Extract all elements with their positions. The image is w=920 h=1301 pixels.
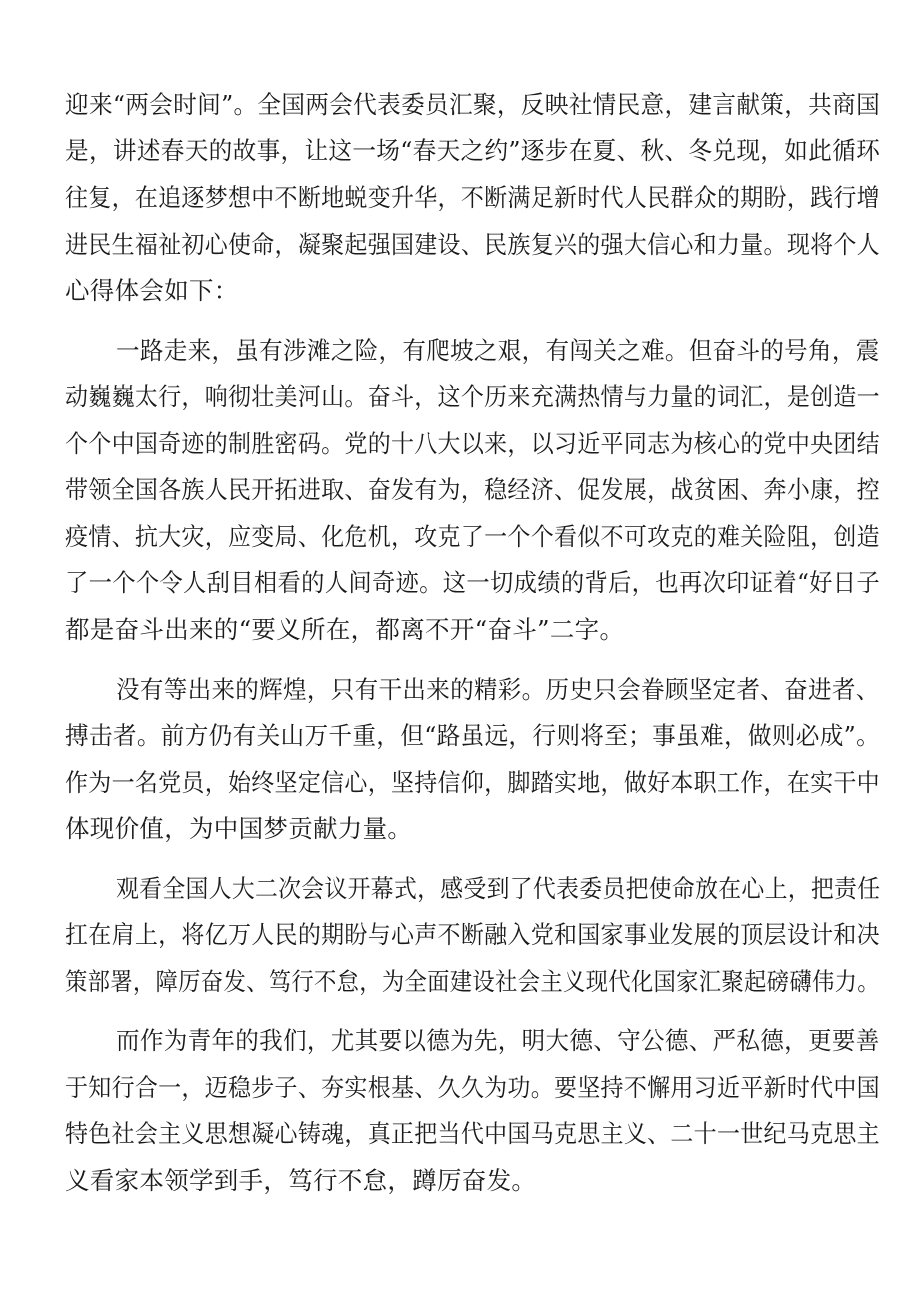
paragraph-3-line-1: 没有等出来的辉煌，只有干出来的精彩。历史只会眷顾坚定者、奋进者、 xyxy=(116,675,880,704)
paragraph-1-line-3: 往复，在追逐梦想中不断地蜕变升华，不断满足新时代人民群众的期盼，践行增 xyxy=(65,183,880,212)
paragraph-1-line-1: 迎来“两会时间”。全国两会代表委员汇聚，反映社情民意，建言献策，共商国 xyxy=(65,90,881,119)
paragraph-2-line-3: 个个中国奇迹的制胜密码。党的十八大以来，以习近平同志为核心的党中央团结 xyxy=(65,429,880,458)
paragraph-2-line-2: 动巍巍太行，响彻壮美河山。奋斗，这个历来充满热情与力量的词汇，是创造一 xyxy=(65,382,880,411)
paragraph-5-line-1: 而作为青年的我们，尤其要以德为先，明大德、守公德、严私德，更要善 xyxy=(116,1026,880,1055)
paragraph-2-line-1: 一路走来，虽有涉滩之险，有爬坡之艰，有闯关之难。但奋斗的号角，震 xyxy=(116,336,880,365)
paragraph-2-line-5: 疫情、抗大灾，应变局、化危机，攻克了一个个看似不可攻克的难关险阻，创造 xyxy=(65,522,880,551)
paragraph-2-line-7: 都是奋斗出来的“要义所在，都离不开“奋斗”二字。 xyxy=(65,615,625,644)
paragraph-4-line-3: 策部署，障厉奋发、笃行不怠，为全面建设社会主义现代化国家汇聚起磅礴伟力。 xyxy=(65,967,880,996)
paragraph-2-line-4: 带领全国各族人民开拓进取、奋发有为，稳经济、促发展，战贫困、奔小康，控 xyxy=(65,475,880,504)
paragraph-3-line-3: 作为一名党员，始终坚定信心，坚持信仰，脚踏实地，做好本职工作，在实干中 xyxy=(65,768,880,797)
paragraph-5-line-4: 义看家本领学到手，笃行不怠，蹲厉奋发。 xyxy=(65,1166,537,1195)
paragraph-1-line-4: 进民生福祉初心使命，凝聚起强国建设、民族复兴的强大信心和力量。现将个人 xyxy=(65,230,880,259)
paragraph-3-line-4: 体现价值，为中国梦贡献力量。 xyxy=(65,814,413,843)
paragraph-1-line-5: 心得体会如下： xyxy=(65,276,239,305)
paragraph-2-line-6: 了一个个令人刮目相看的人间奇迹。这一切成绩的背后，也再次印证着“好日子 xyxy=(65,568,881,597)
paragraph-4-line-2: 扛在肩上，将亿万人民的期盼与心声不断融入党和国家事业发展的顶层设计和决 xyxy=(65,920,880,949)
paragraph-5-line-3: 特色社会主义思想凝心铸魂，真正把当代中国马克思主义、二十一世纪马克思主 xyxy=(65,1119,880,1148)
paragraph-3-line-2: 搏击者。前方仍有关山万千重，但“路虽远，行则将至；事虽难，做则必成”。 xyxy=(65,721,881,750)
paragraph-5-line-2: 于知行合一，迈稳步子、夯实根基、久久为功。要坚持不懈用习近平新时代中国 xyxy=(65,1073,880,1102)
paragraph-1-line-2: 是，讲述春天的故事，让这一场“春天之约”逐步在夏、秋、冬兑现，如此循环 xyxy=(65,136,881,165)
paragraph-4-line-1: 观看全国人大二次会议开幕式，感受到了代表委员把使命放在心上，把责任 xyxy=(116,874,881,903)
